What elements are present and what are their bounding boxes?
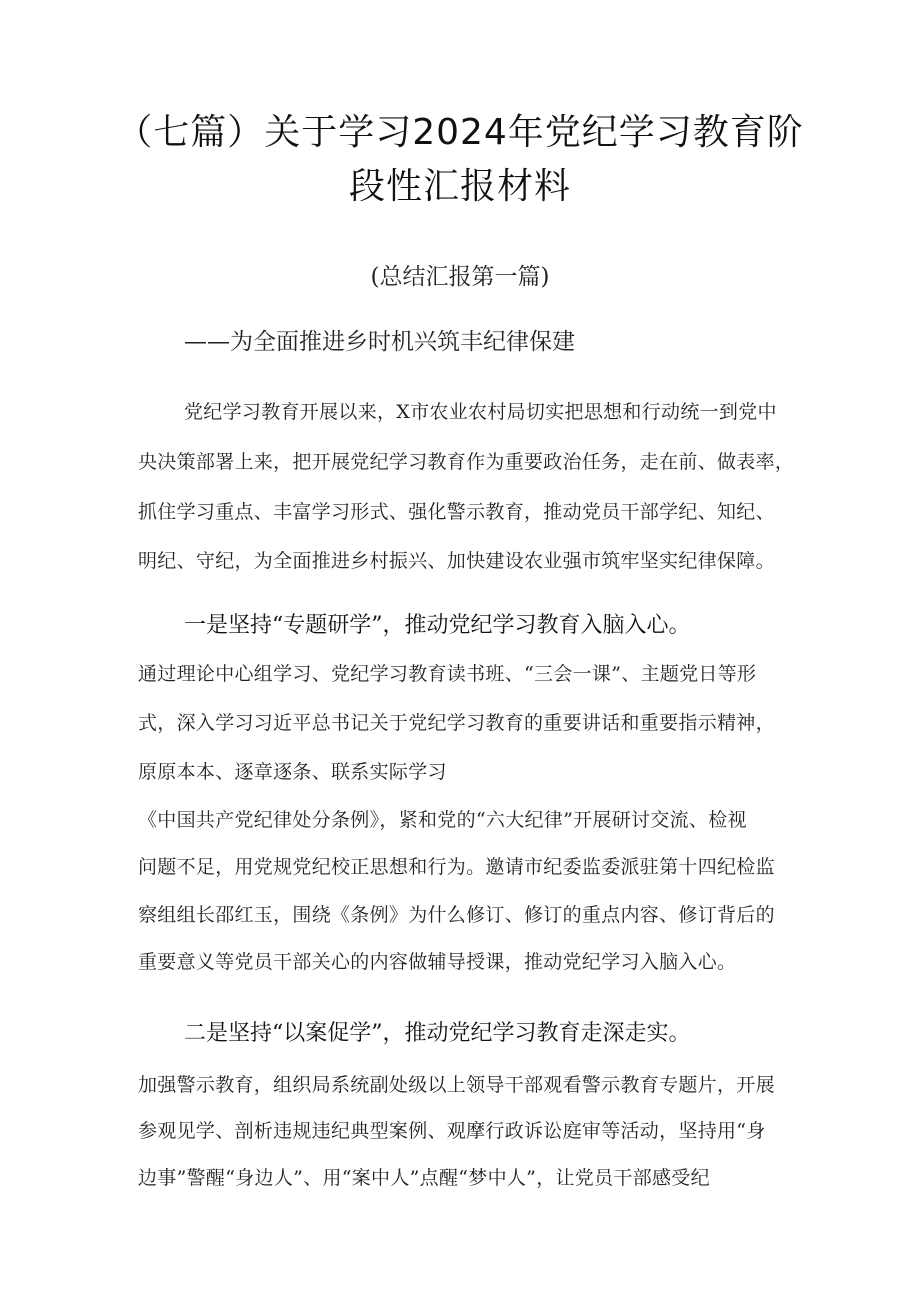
section-heading-1: 一是坚持“专题研学”，推动党纪学习教育入脑入心。 <box>184 613 691 638</box>
intro-line: 抓住学习重点、丰富学习形式、强化警示教育，推动党员干部学纪、知纪、 <box>138 501 775 523</box>
section2-line: 边事”警醒“身边人”、用“案中人”点醒“梦中人”，让党员干部感受纪 <box>138 1167 710 1189</box>
section1-line: 问题不足，用党规党纪校正思想和行为。邀请市纪委监委派驻第十四纪检监 <box>138 856 775 878</box>
document-title-line-1: （七篇）关于学习2024年党纪学习教育阶 <box>116 112 804 153</box>
document-title-line-2: 段性汇报材料 <box>348 166 571 207</box>
section1-line: 重要意义等党员干部关心的内容做辅导授课，推动党纪学习入脑入心。 <box>138 951 737 973</box>
section2-line: 参观见学、剖析违规违纪典型案例、观摩行政诉讼庭审等活动，坚持用“身 <box>138 1120 766 1142</box>
section1-line: 《中国共产党纪律处分条例》，紧和党的“六大纪律”开展研讨交流、检视 <box>138 809 747 831</box>
section1-line: 式，深入学习习近平总书记关于党纪学习教育的重要讲话和重要指示精神， <box>138 712 775 734</box>
intro-line: 明纪、守纪，为全面推进乡村振兴、加快建设农业强市筑牢坚实纪律保障。 <box>138 550 775 572</box>
section1-line: 察组组长邵红玉，围绕《条例》为什么修订、修订的重点内容、修订背后的 <box>138 904 775 926</box>
section1-line: 通过理论中心组学习、党纪学习教育读书班、“三会一课”、主题党日等形 <box>138 663 757 685</box>
document-subtitle: ——为全面推进乡时机兴筑丰纪律保建 <box>184 329 575 355</box>
intro-line: 央决策部署上来，把开展党纪学习教育作为重要政治任务，走在前、做表率， <box>138 451 795 473</box>
intro-line: 党纪学习教育开展以来，X市农业农村局切实把思想和行动统一到党中 <box>184 401 777 423</box>
section-label: (总结汇报第一篇) <box>370 264 550 290</box>
section2-line: 加强警示教育，组织局系统副处级以上领导干部观看警示教育专题片，开展 <box>138 1074 775 1096</box>
section1-line: 原原本本、逐章逐条、联系实际学习 <box>138 761 447 783</box>
section-heading-2: 二是坚持“以案促学”，推动党纪学习教育走深走实。 <box>184 1021 691 1046</box>
